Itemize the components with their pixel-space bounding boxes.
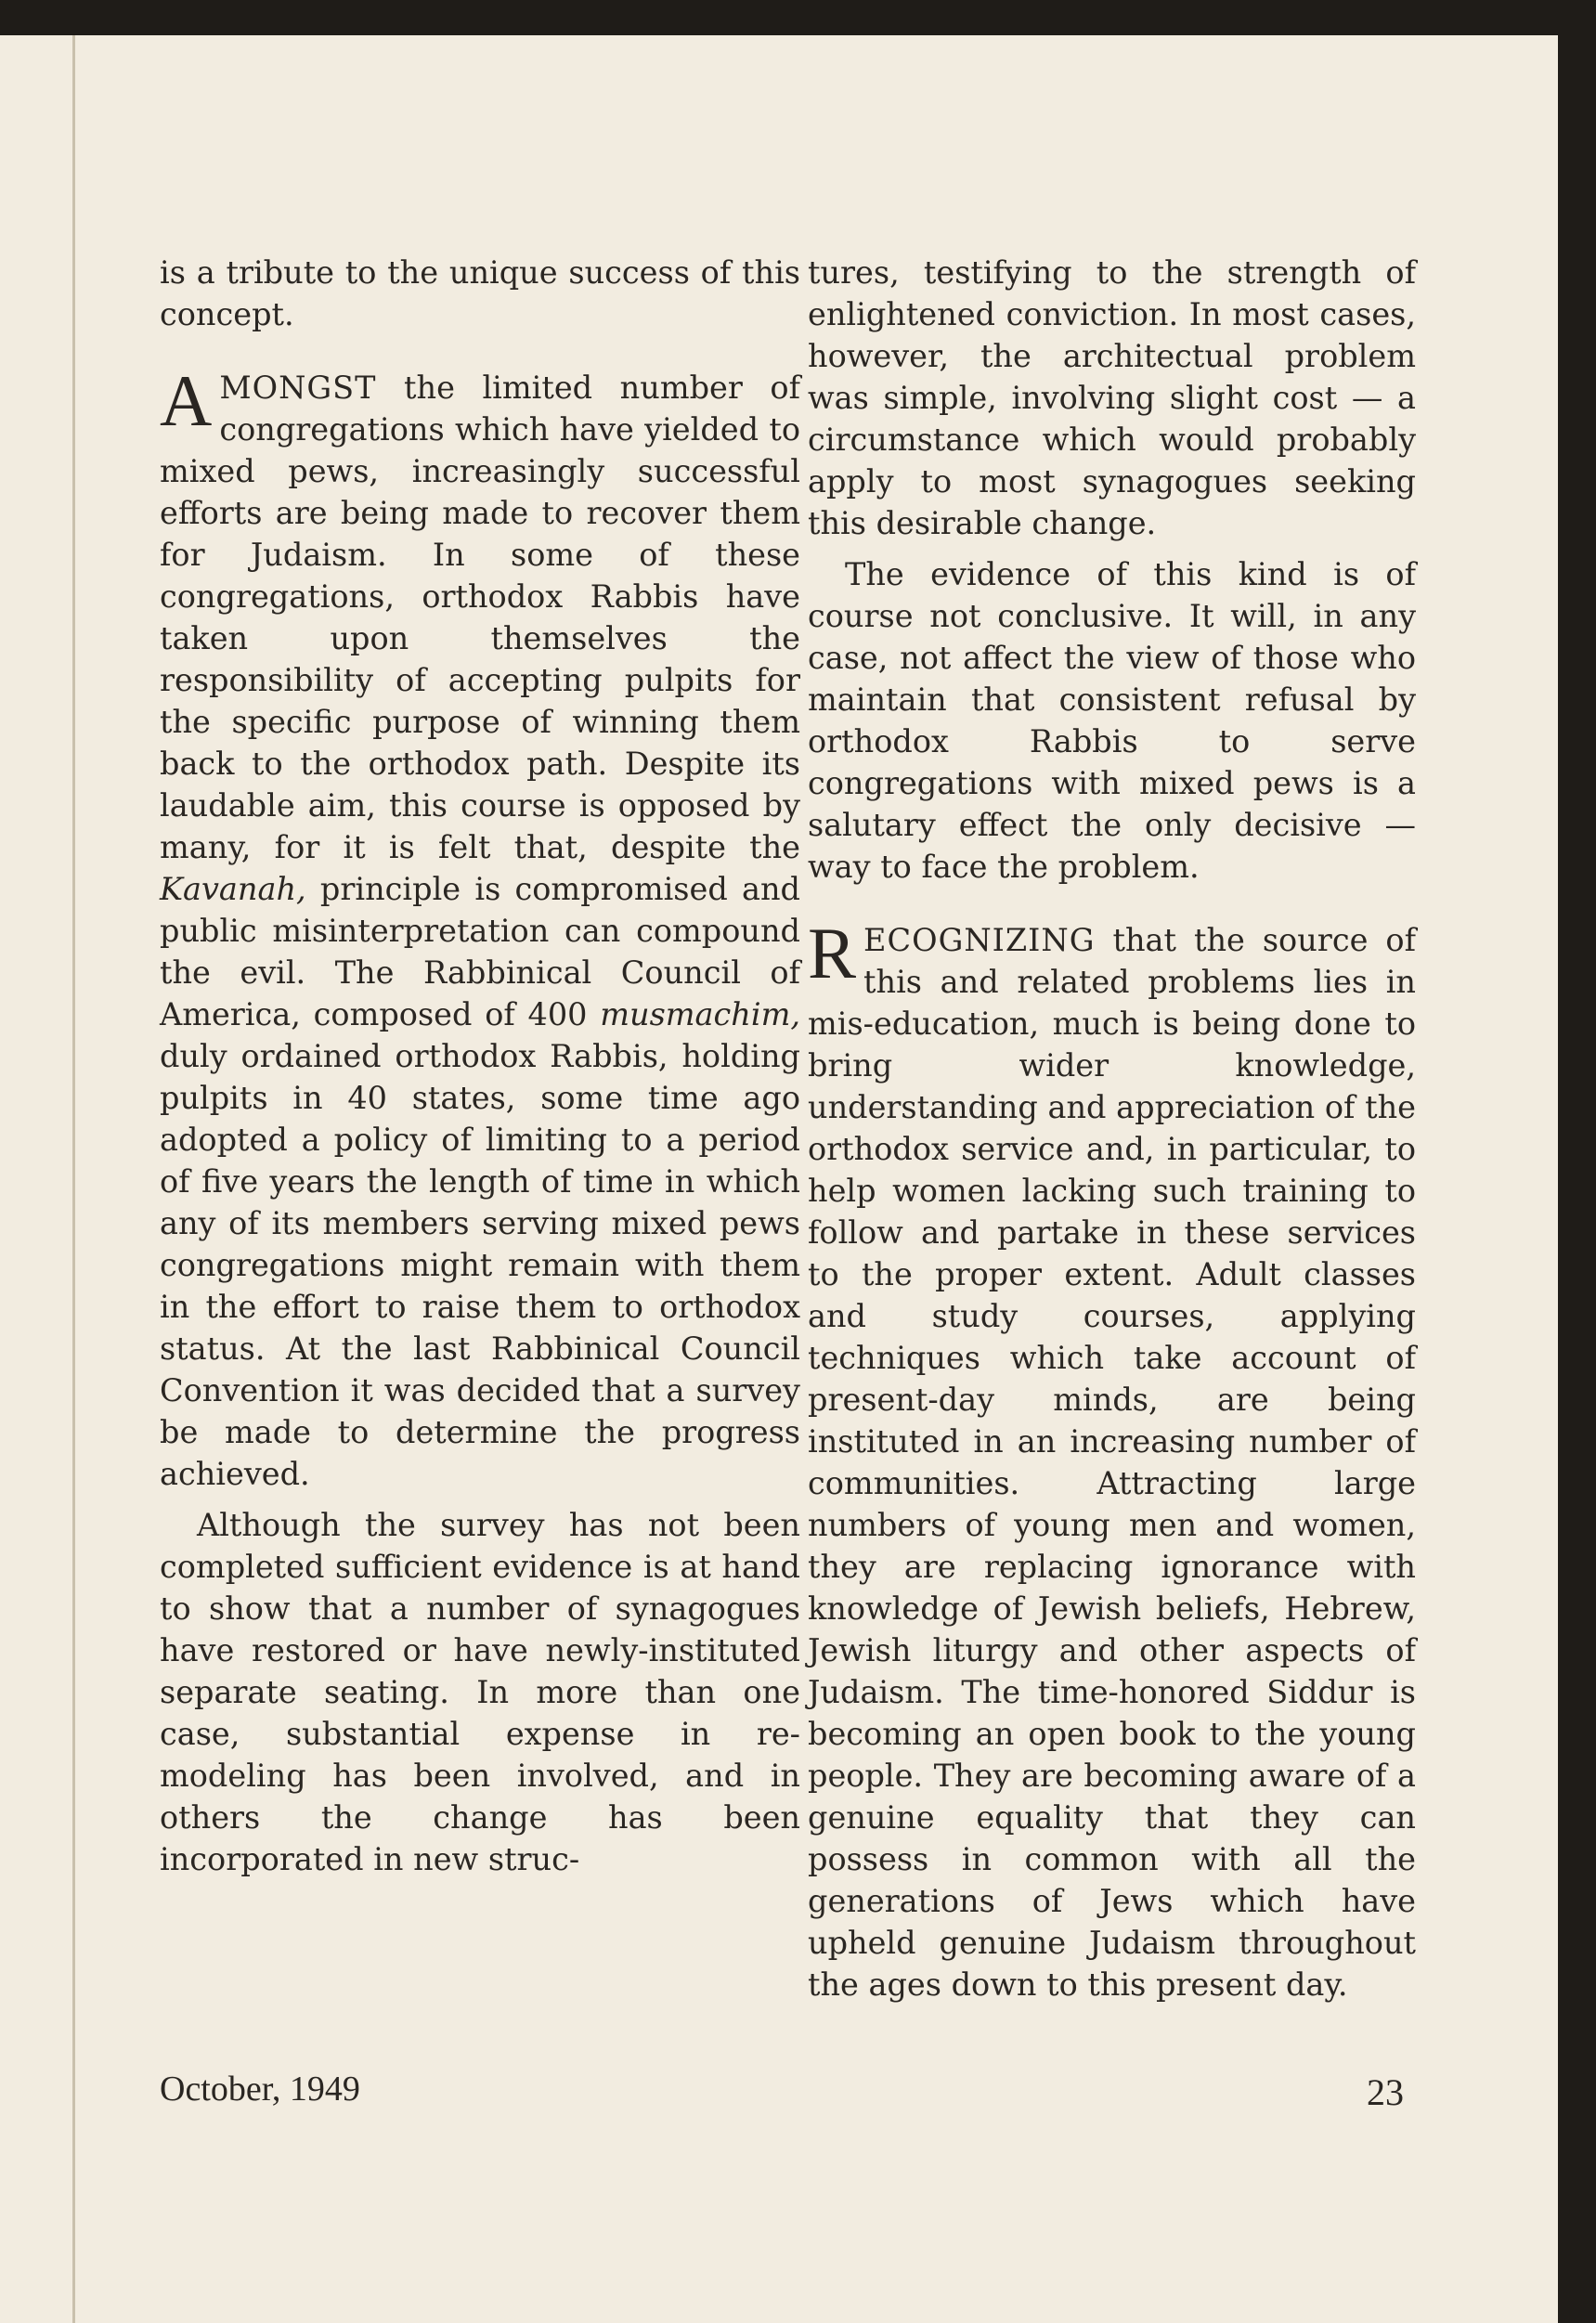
issue-date: October, 1949 <box>160 2070 360 2109</box>
page-number: 23 <box>1367 2071 1404 2113</box>
italic-term: musmachim, <box>600 996 800 1032</box>
right-column <box>808 252 1416 2015</box>
paragraph: is a tribute to the unique success of this concept. <box>160 254 800 332</box>
text-run: principle is compromised and public misinterpretation can compound the evil. The Rabbinical Council of America, composed of 400 <box>160 871 800 1032</box>
paragraph-amongst <box>160 360 800 1495</box>
binding-edge <box>72 35 75 2323</box>
paragraph: tures, testifying to the strength of enlightened conviction. In most cases, however, the architectual problem was simple, involving slight cost — a circumstance which would probably apply to most synagogues seeking this desirable change. <box>808 254 1416 541</box>
magazine-page <box>0 35 1558 2323</box>
paragraph-recognizing <box>808 913 1416 2005</box>
text-run: the limited number of congregations which have yielded to mixed pews, increasingly successful efforts are being made to recover them for Judaism. In some of these congregations, orthodox Rabbis have taken upon themselves the responsibility of accepting pulpits for the specific purpose of winning them back to the orthodox path. Despite its laudable aim, this course is opposed by many, for it is felt that, despite the <box>160 370 800 865</box>
italic-term: Kavanah, <box>160 871 306 907</box>
lead-word: MONGST <box>219 370 377 406</box>
text-run: that the source of this and related problems lies in mis-education, much is being done to bring wider knowledge, understanding and appreciation of the orthodox service and, in particular, to help women lacking such training to follow and partake in these services to the proper extent. Adult classes and study courses, applying techniques which take account of present-day minds, are being instituted in an increasing number of communities. Attracting large numbers of young men and women, they are replacing ignorance with knowledge of Jewish beliefs, Hebrew, Jewish liturgy and other aspects of Judaism. The time-honored Siddur is becoming an open book to the young people. They are becoming aware of a genuine equality that they can possess in common with all the generations of Jews which have upheld genuine Judaism throughout the ages down to this present day. <box>808 922 1416 2003</box>
text-run: duly ordained orthodox Rabbis, holding pulpits in 40 states, some time ago adopted a policy of limiting to a period of five years the length of time in which any of its members serving mixed pews congregations might remain with them in the effort to raise them to orthodox status. At the last Rabbinical Council Convention it was decided that a survey be made to determine the progress achieved. <box>160 1038 800 1492</box>
paragraph: The evidence of this kind is of course not conclusive. It will, in any case, not affect the view of those who maintain that consistent refusal by orthodox Rabbis to serve congregations with mixed pews is a salutary effect the only decisive — way to face the problem. <box>808 556 1416 885</box>
drop-cap: A <box>160 360 213 441</box>
lead-word: ECOGNIZING <box>863 922 1096 958</box>
paragraph: Although the survey has not been completed sufficient evidence is at hand to show that a number of synagogues have restored or have newly-instituted separate seating. In more than one case, substantial expense in re-modeling has been involved, and in others the change has been incorporated in new struc- <box>160 1507 800 1877</box>
left-column <box>160 252 800 1889</box>
drop-cap: R <box>808 913 857 993</box>
